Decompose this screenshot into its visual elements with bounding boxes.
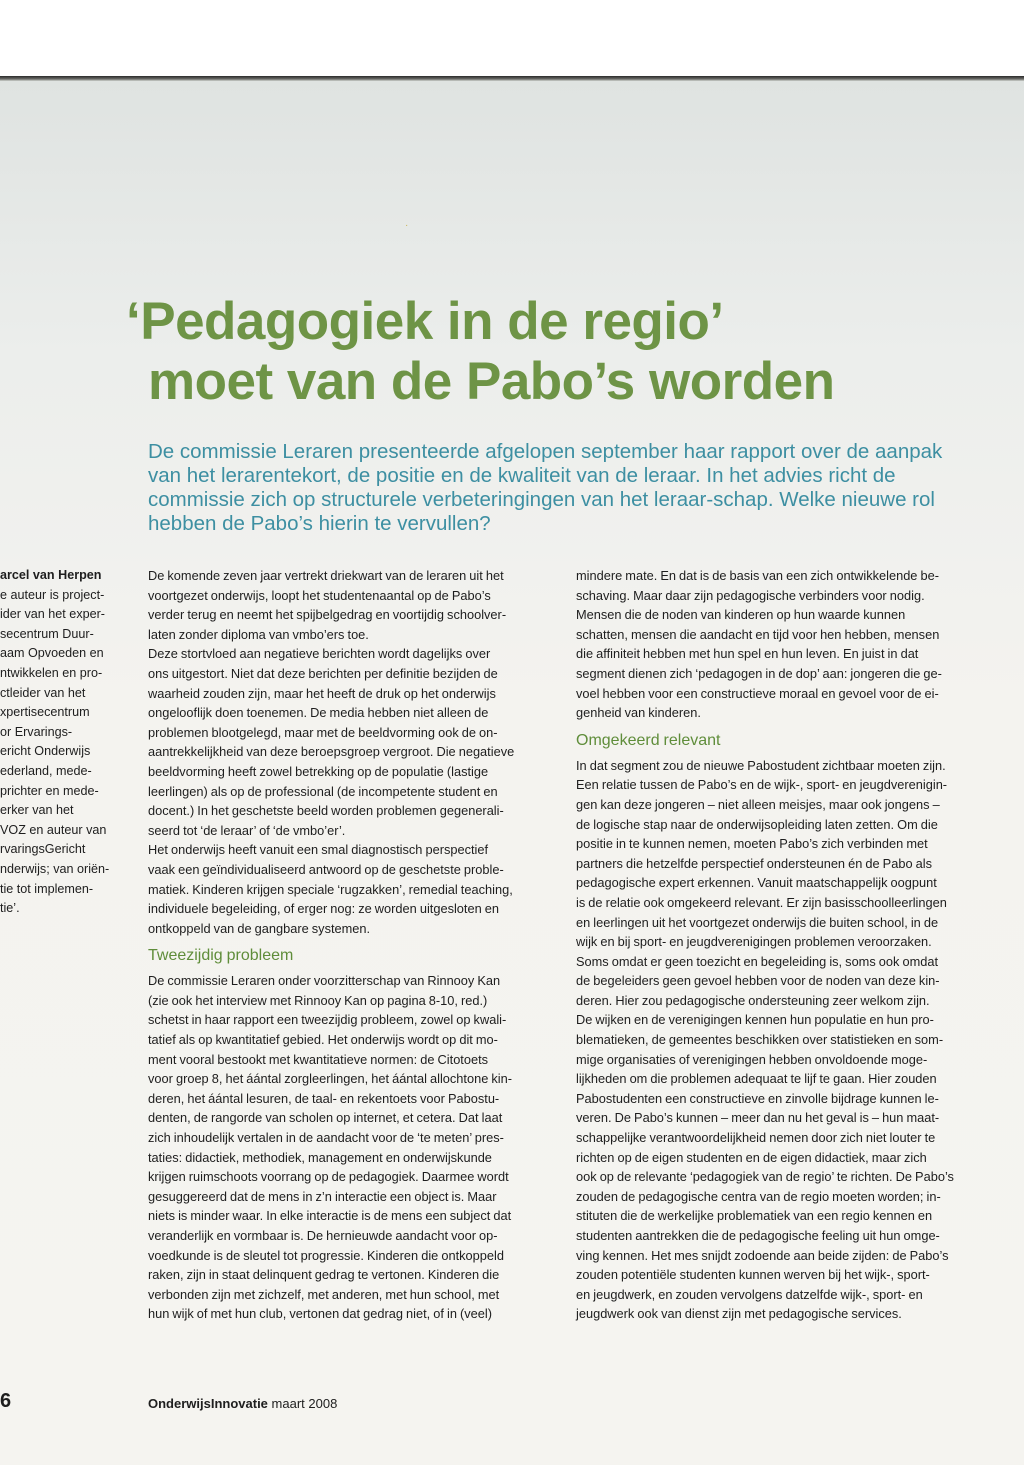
author-sidebar <box>0 566 118 919</box>
text-line: Het onderwijs heeft vanuit een smal diagnostisch perspectief <box>148 842 489 858</box>
text-line: en jeugdwerk, en zouden vervolgens datzelfde wijk-, sport- en <box>576 1286 923 1302</box>
text-line: deren. Hier zou pedagogische ondersteuning zeer welkom zijn. <box>576 992 930 1008</box>
text-line: voel hebben voor een constructieve moraal en gevoel voor de ei- <box>576 685 939 701</box>
text-line: Pabostudenten een constructieve en zinvolle bijdrage kunnen le- <box>576 1090 939 1106</box>
column-2-paragraphs <box>576 566 976 723</box>
text-line: voor groep 8, het áántal zorgleerlingen, het áántal allochtone kin- <box>148 1071 513 1087</box>
text-line: De commissie Leraren onder voorzitterschap van Rinnooy Kan <box>148 973 501 989</box>
text-line: Een relatie tussen de Pabo’s en de wijk-, sport- en jeugdverenigin- <box>576 777 948 793</box>
bio-line: erker van het <box>0 803 74 818</box>
text-line: beeldvorming heeft zowel betrekking op de populatie (lastige <box>148 763 489 779</box>
page-footer <box>148 1396 337 1411</box>
bio-line: prichter en mede- <box>0 783 99 798</box>
bio-line: VOZ en auteur van <box>0 822 107 837</box>
text-line: is de relatie ook omgekeerd relevant. Er zijn basisschoolleerlingen <box>576 894 947 910</box>
text-line: schappelijke verantwoordelijkheid nemen door zich niet louter te <box>576 1130 936 1146</box>
bio-line: ericht Onderwijs <box>0 744 91 759</box>
column-1-paragraphs <box>148 566 548 938</box>
subhead-omgekeerd: Omgekeerd relevant <box>576 731 721 749</box>
text-line: schaving. Maar daar zijn pedagogische verbinders voor nodig. <box>576 587 925 603</box>
text-line: problemen blootgelegd, maar met de beeldvorming ook de on- <box>148 724 498 740</box>
text-line: lijkheden om die problemen adequaat te lijf te gaan. Hier zouden <box>576 1071 937 1087</box>
article-headline <box>126 292 1006 412</box>
text-line: docent.) In het geschetste beeld worden problemen gegenerali- <box>148 803 504 819</box>
text-line: ook op de relevante ‘pedagogiek van de regio’ te richten. De Pabo’s <box>576 1169 954 1185</box>
text-line: Deze stortvloed aan negatieve berichten wordt dagelijks over <box>148 646 491 662</box>
text-line: (zie ook het interview met Rinnooy Kan op pagina 8-10, red.) <box>148 992 488 1008</box>
text-line: richten op de eigen studenten en de eigen didactiek, maar zich <box>576 1149 927 1165</box>
text-line: denten, de rangorde van scholen op internet, et cetera. Dat laat <box>148 1110 503 1126</box>
text-line: laten zonder diploma van vmbo’ers toe. <box>148 626 369 642</box>
text-line: genheid van kinderen. <box>576 705 701 721</box>
text-line: ons uitgestort. Niet dat deze berichten per definitie bezijden de <box>148 665 498 681</box>
bio-line: secentrum Duur- <box>0 626 94 641</box>
text-line: waarheid zouden zijn, maar het heeft de druk op het onderwijs <box>148 685 496 701</box>
text-line: positie in te kunnen nemen, moeten Pabo’s zich verbinden met <box>576 836 928 852</box>
text-line: matiek. Kinderen krijgen speciale ‘rugzakken’, remedial teaching, <box>148 881 513 897</box>
text-line: jeugdwerk ook van dienst zijn met pedagogische services. <box>576 1306 902 1322</box>
text-line: zouden de pedagogische centra van de regio moeten worden; in- <box>576 1188 941 1204</box>
text-line: veren. De Pabo’s kunnen – meer dan nu het geval is – hun maat- <box>576 1110 940 1126</box>
column-1-section-2 <box>148 971 548 1324</box>
bio-line: rvaringsGericht <box>0 842 86 857</box>
text-line: mindere mate. En dat is de basis van een zich ontwikkelende be- <box>576 568 939 583</box>
author-name: arcel van Herpen <box>0 568 102 582</box>
article-intro: De commissie Leraren presenteerde afgelopen september haar rapport over de aanpak van het lerarentekort, de positie en de kwaliteit van de leraar. In het advies richt de commissie zich op structurele verbeteringingen van het leraar-schap. Welke nieuwe rol hebben de Pabo’s hierin te vervullen? <box>148 440 943 535</box>
text-line: zouden potentiële studenten kunnen werven bij het wijk-, sport- <box>576 1267 930 1283</box>
text-line: ment vooral bestookt met kwantitatieve normen: de Citotoets <box>148 1051 489 1067</box>
bio-line: ederland, mede- <box>0 763 92 778</box>
text-line: mige organisaties of verenigingen hebben onvoldoende moge- <box>576 1051 928 1067</box>
text-line: zich inhoudelijk vertalen in de aandacht voor de ‘te meten’ pres- <box>148 1130 504 1146</box>
issue-date: maart 2008 <box>271 1396 338 1411</box>
bio-line: ntwikkelen en pro- <box>0 665 103 680</box>
scan-top-margin <box>0 0 1024 78</box>
text-line: studenten aantrekken die de pedagogische feeling uit hun omge- <box>576 1228 940 1243</box>
bio-line: tie’. <box>0 901 20 916</box>
text-line: hun wijk of met hun club, vertonen dat gedrag niet, of in (veel) <box>148 1306 492 1322</box>
text-line: de logische stap naar de onderwijsopleiding laten zetten. Om die <box>576 816 938 832</box>
column-2-section-2 <box>576 756 976 1324</box>
text-line: In dat segment zou de nieuwe Pabostudent zichtbaar moeten zijn. <box>576 757 946 773</box>
print-speck: · <box>405 220 409 231</box>
page-number: 6 <box>0 1390 12 1412</box>
text-line: De wijken en de verenigingen kennen hun populatie en hun pro- <box>576 1012 934 1028</box>
text-line: vaak een geïndividualiseerd antwoord op de geschetste proble- <box>148 861 504 877</box>
text-line: ontkoppeld van de gangbare systemen. <box>148 920 371 936</box>
text-line: voortgezet onderwijs, loopt het studentenaantal op de Pabo’s <box>148 587 491 603</box>
text-line: ving kennen. Het mes snijdt zodoende aan beide zijden: de Pabo’s <box>576 1247 949 1263</box>
text-line: krijgen ruimschoots voorrang op de pedagogiek. Daarmee wordt <box>148 1169 509 1185</box>
text-line: gesuggereerd dat de mens in z’n interactie een object is. Maar <box>148 1188 497 1204</box>
author-bio <box>0 586 118 919</box>
bio-line: xpertisecentrum <box>0 705 90 720</box>
text-line: De komende zeven jaar vertrekt driekwart van de leraren uit het <box>148 568 504 583</box>
text-line: aantrekkelijkheid van deze beroepsgroep vergroot. Die negatieve <box>148 744 515 760</box>
text-line: leerlingen) als op de professional (de incompetente student en <box>148 783 498 799</box>
article-column-2 <box>576 566 976 1324</box>
text-line: verbonden zijn met zichzelf, met anderen, met hun school, met <box>148 1286 500 1302</box>
magazine-name: OnderwijsInnovatie <box>148 1396 268 1411</box>
text-line: schatten, mensen die aandacht en tijd voor hen hebben, mensen <box>576 626 940 642</box>
bio-line: tie tot implemen- <box>0 881 94 896</box>
text-line: Mensen die de noden van kinderen op hun waarde kunnen <box>576 607 906 623</box>
text-line: wijk en bij sport- en jeugdverenigingen problemen veroorzaken. <box>576 934 932 950</box>
text-line: die affiniteit hebben met hun spel en hun leven. En juist in dat <box>576 646 919 662</box>
text-line: en leerlingen uit het voortgezet onderwijs die buiten school, in de <box>576 914 939 930</box>
text-line: voedkunde is de sleutel tot progressie. Kinderen die ontkoppeld <box>148 1247 504 1263</box>
text-line: pedagogische expert erkennen. Vanuit maatschappelijk oogpunt <box>576 875 937 891</box>
text-line: gen kan deze jongeren – niet alleen meisjes, maar ook jongens – <box>576 796 940 812</box>
headline-line-2: moet van de Pabo’s worden <box>148 352 835 411</box>
text-line: tatief als op kwantitatief gebied. Het onderwijs wordt op dit mo- <box>148 1032 498 1048</box>
bio-line: nderwijs; van oriën- <box>0 861 110 876</box>
article-column-1 <box>148 566 548 1324</box>
bio-line: ctleider van het <box>0 685 86 700</box>
text-line: veranderlijk en vormbaar is. De hernieuwde aandacht voor op- <box>148 1228 498 1243</box>
text-line: verder terug en neemt het spijbelgedrag en voortijdig schoolver- <box>148 607 507 623</box>
subhead-tweezijdig: Tweezijdig probleem <box>148 947 294 965</box>
text-line: ongelooflijk doen toenemen. De media hebben niet alleen de <box>148 705 489 721</box>
text-line: taties: didactiek, methodiek, management en onderwijskunde <box>148 1149 492 1165</box>
bio-line: aam Opvoeden en <box>0 646 104 661</box>
text-line: blematieken, de gemeentes beschikken over statistieken en som- <box>576 1032 944 1048</box>
bio-line: or Ervarings- <box>0 724 73 739</box>
text-line: segment dienen zich ‘pedagogen in de dop’ aan: jongeren die ge- <box>576 665 942 681</box>
text-line: stituten die de werkelijke problematiek van een regio kennen en <box>576 1208 933 1224</box>
text-line: schetst in haar rapport een tweezijdig probleem, zowel op kwali- <box>148 1012 507 1028</box>
text-line: Soms omdat er geen toezicht en begeleiding is, soms ook omdat <box>576 953 939 969</box>
text-line: de begeleiders geen gevoel hebben voor de noden van deze kin- <box>576 973 940 989</box>
text-line: partners die hetzelfde perspectief ondersteunen én de Pabo als <box>576 855 932 871</box>
bio-line: ider van het exper- <box>0 607 106 622</box>
text-line: individuele begeleiding, of erger nog: ze worden uitgesloten en <box>148 901 500 917</box>
text-line: seerd tot ‘de leraar’ of ‘de vmbo’er’. <box>148 822 346 838</box>
text-line: niets is minder waar. In elke interactie is de mens een subject dat <box>148 1208 512 1224</box>
text-line: deren, het áántal lesuren, de taal- en rekentoets voor Pabostu- <box>148 1090 500 1106</box>
text-line: raken, zijn in staat delinquent gedrag te vertonen. Kinderen die <box>148 1267 500 1283</box>
headline-line-1: ‘Pedagogiek in de regio’ <box>126 292 724 351</box>
bio-line: e auteur is project- <box>0 587 105 602</box>
